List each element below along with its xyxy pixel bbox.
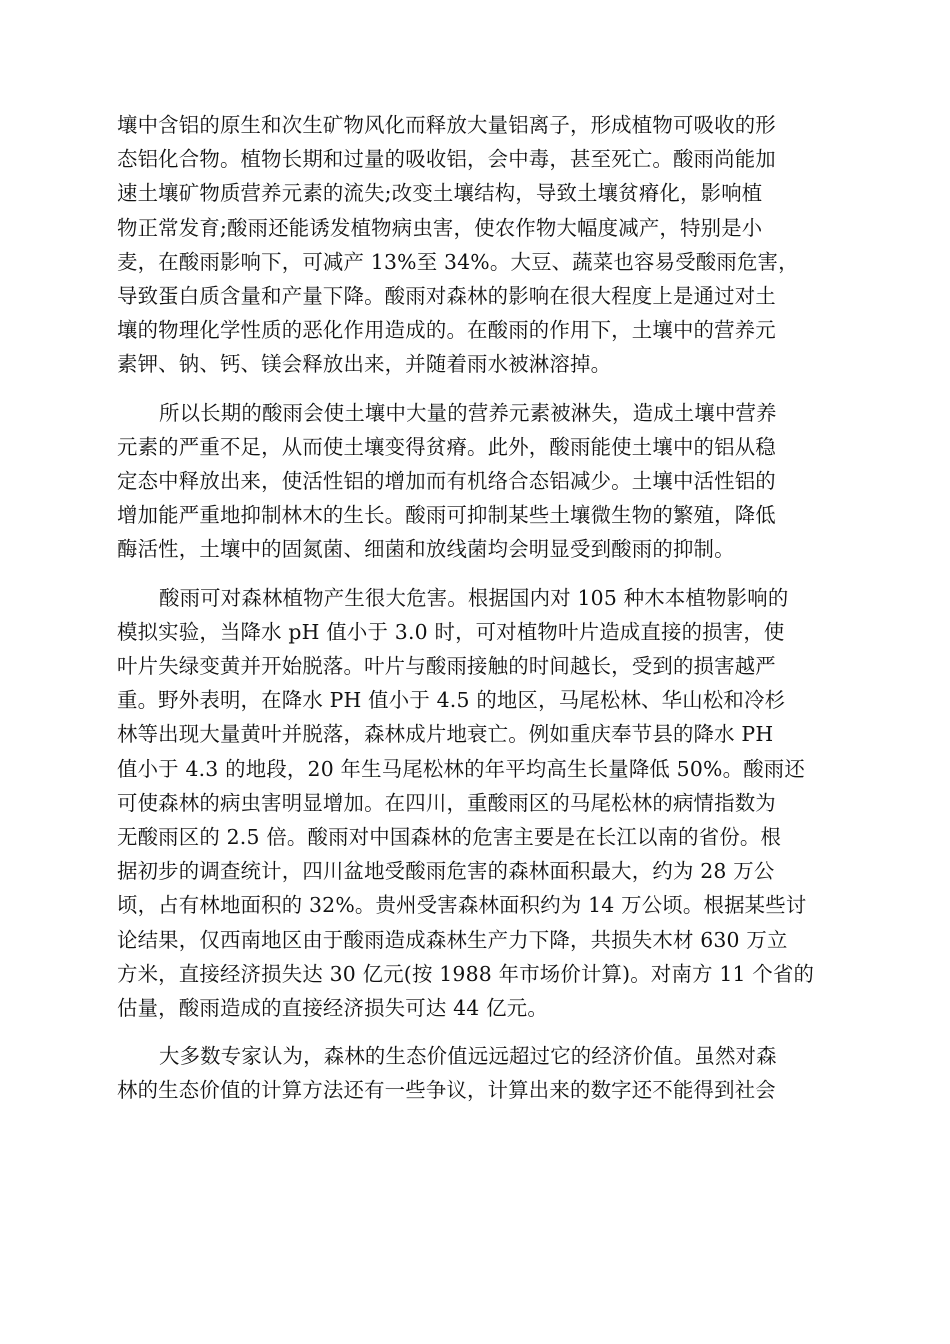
text-line: 值小于 4.3 的地段，20 年生马尾松林的年平均高生长量降低 50%。酸雨还 xyxy=(117,756,805,781)
text-line: 酸雨可对森林植物产生很大危害。根据国内对 105 种木本植物影响的 xyxy=(159,585,789,610)
text-line: 麦，在酸雨影响下，可减产 13%至 34%。大豆、蔬菜也容易受酸雨危害， xyxy=(117,249,799,274)
paragraph-soil-aluminum xyxy=(117,108,833,382)
text-line: 壤中含铝的原生和次生矿物风化而释放大量铝离子，形成植物可吸收的形 xyxy=(117,113,776,137)
text-line: 模拟实验，当降水 pH 值小于 3.0 时，可对植物叶片造成直接的损害，使 xyxy=(117,619,785,644)
text-line: 元素的严重不足，从而使土壤变得贫瘠。此外，酸雨能使土壤中的铝从稳 xyxy=(117,434,776,459)
text-line: 物正常发育;酸雨还能诱发植物病虫害，使农作物大幅度减产，特别是小 xyxy=(117,215,763,240)
text-line: 壤的物理化学性质的恶化作用造成的。在酸雨的作用下，土壤中的营养元 xyxy=(117,318,776,343)
text-line: 所以长期的酸雨会使土壤中大量的营养元素被淋失，造成土壤中营养 xyxy=(159,400,777,425)
paragraph-nutrient-loss xyxy=(117,396,833,567)
text-line: 顷，占有林地面积的 32%。贵州受害森林面积约为 14 万公顷。根据某些讨 xyxy=(117,893,807,918)
paragraph-ecological-value xyxy=(117,1039,833,1107)
text-line: 叶片失绿变黄并开始脱落。叶片与酸雨接触的时间越长，受到的损害越严 xyxy=(117,654,776,679)
text-line: 可使森林的病虫害明显增加。在四川，重酸雨区的马尾松林的病情指数为 xyxy=(117,790,776,815)
text-line: 估量，酸雨造成的直接经济损失可达 44 亿元。 xyxy=(117,996,548,1021)
text-line: 方米，直接经济损失达 30 亿元(按 1988 年市场价计算)。对南方 11 个省的 xyxy=(117,961,815,986)
text-line: 林等出现大量黄叶并脱落，森林成片地衰亡。例如重庆奉节县的降水 PH xyxy=(117,722,774,747)
text-line: 素钾、钠、钙、镁会释放出来，并随着雨水被淋溶掉。 xyxy=(117,352,612,377)
text-line: 重。野外表明，在降水 PH 值小于 4.5 的地区，马尾松林、华山松和冷杉 xyxy=(117,688,786,713)
text-line: 速土壤矿物质营养元素的流失;改变土壤结构，导致土壤贫瘠化，影响植 xyxy=(117,181,763,206)
text-line: 态铝化合物。植物长期和过量的吸收铝，会中毒，甚至死亡。酸雨尚能加 xyxy=(117,147,776,172)
text-line: 据初步的调查统计，四川盆地受酸雨危害的森林面积最大，约为 28 万公 xyxy=(117,859,775,884)
paragraph-forest-damage xyxy=(117,581,833,1026)
document-body xyxy=(117,108,833,1108)
text-line: 林的生态价值的计算方法还有一些争议，计算出来的数字还不能得到社会 xyxy=(117,1078,776,1103)
text-line: 酶活性，土壤中的固氮菌、细菌和放线菌均会明显受到酸雨的抑制。 xyxy=(117,537,735,562)
text-line: 定态中释放出来，使活性铝的增加而有机络合态铝减少。土壤中活性铝的 xyxy=(117,469,776,494)
text-line: 大多数专家认为，森林的生态价值远远超过它的经济价值。虽然对森 xyxy=(159,1044,777,1069)
text-line: 无酸雨区的 2.5 倍。酸雨对中国森林的危害主要是在长江以南的省份。根 xyxy=(117,825,782,850)
text-line: 论结果，仅西南地区由于酸雨造成森林生产力下降，共损失木材 630 万立 xyxy=(117,927,788,952)
text-line: 导致蛋白质含量和产量下降。酸雨对森林的影响在很大程度上是通过对土 xyxy=(117,284,776,309)
text-line: 增加能严重地抑制林木的生长。酸雨可抑制某些土壤微生物的繁殖，降低 xyxy=(117,503,776,528)
